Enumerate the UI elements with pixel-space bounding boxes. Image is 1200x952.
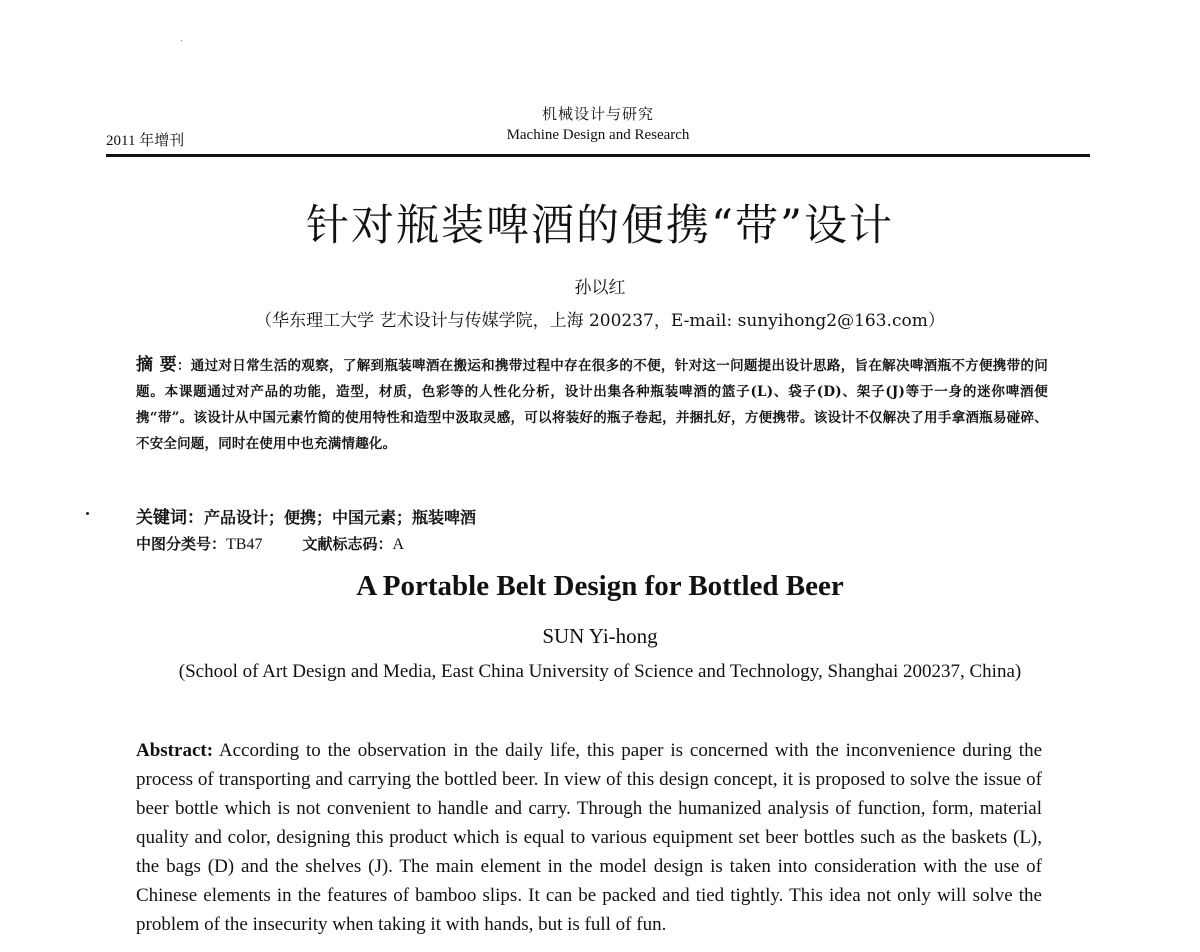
abstract-en-label: Abstract:	[136, 740, 214, 761]
classification-line	[136, 533, 404, 554]
abstract-cn-label: 摘 要	[136, 355, 177, 375]
keywords-cn	[136, 503, 476, 528]
doc-code-label: 文献标志码：	[302, 535, 393, 553]
clc-value: TB47	[226, 536, 263, 553]
keywords-cn-text: 产品设计；便携；中国元素；瓶装啤酒	[204, 508, 477, 527]
abstract-cn-colon: ：	[176, 358, 191, 374]
margin-dot	[86, 512, 89, 515]
author-cn: 孙以红	[574, 278, 626, 298]
journal-name-en: Machine Design and Research	[506, 127, 690, 143]
paper-title-en: A Portable Belt Design for Bottled Beer	[356, 570, 844, 602]
abstract-cn	[136, 352, 1048, 457]
affiliation-cn: （华东理工大学 艺术设计与传媒学院，上海 200237，E-mail: sunyihong2@163.com）	[255, 311, 945, 331]
paper-title-cn: 针对瓶装啤酒的便携“带”设计	[306, 201, 894, 251]
doc-code-value: A	[392, 536, 405, 553]
scan-mark: ·	[180, 36, 183, 45]
journal-header	[106, 104, 1090, 157]
journal-name-cn: 机械设计与研究	[541, 105, 654, 123]
author-en: SUN Yi-hong	[542, 624, 658, 648]
abstract-en-text: According to the observation in the daily life, this paper is concerned with the inconvenience during the process of transporting and carrying the bottled beer. In view of this design concept, it is proposed to solve the issue of beer bottle which is not convenient to handle and carry. Through the humanized analysis of function, form, material quality and color, designing this product which is equal to various equipment set beer bottles such as the baskets (L), the bags (D) and the shelves (J). The main element in the model design is taken into consideration with the use of Chinese elements in the features of bamboo slips. It can be packed and tied tightly. This idea not only will solve the problem of the insecurity when taking it with hands, but is full of fun.	[136, 740, 1043, 935]
affiliation-en: (School of Art Design and Media, East China University of Science and Technology, Shanghai 200237, China)	[178, 661, 1022, 682]
abstract-cn-text: 通过对日常生活的观察，了解到瓶装啤酒在搬运和携带过程中存在很多的不便，针对这一问题提出设计思路，旨在解决啤酒瓶不方便携带的问题。本课题通过对产品的功能，造型，材质，色彩等的人性化分析，设计出集各种瓶装啤酒的篮子(L)、袋子(D)、架子(J)等于一身的迷你啤酒便携“带”。该设计从中国元素竹简的使用特性和造型中汲取灵感，可以将装好的瓶子卷起，并捆扎好，方便携带。该设计不仅解决了用手拿酒瓶易碰碎、不安全问题，同时在使用中也充满情趣化。	[136, 358, 1048, 452]
keywords-cn-label: 关键词：	[136, 508, 204, 528]
issue-label: 2011 年增刊	[106, 133, 185, 149]
journal-name	[106, 104, 1090, 146]
clc-label: 中图分类号：	[136, 535, 227, 553]
abstract-en	[136, 736, 1042, 939]
